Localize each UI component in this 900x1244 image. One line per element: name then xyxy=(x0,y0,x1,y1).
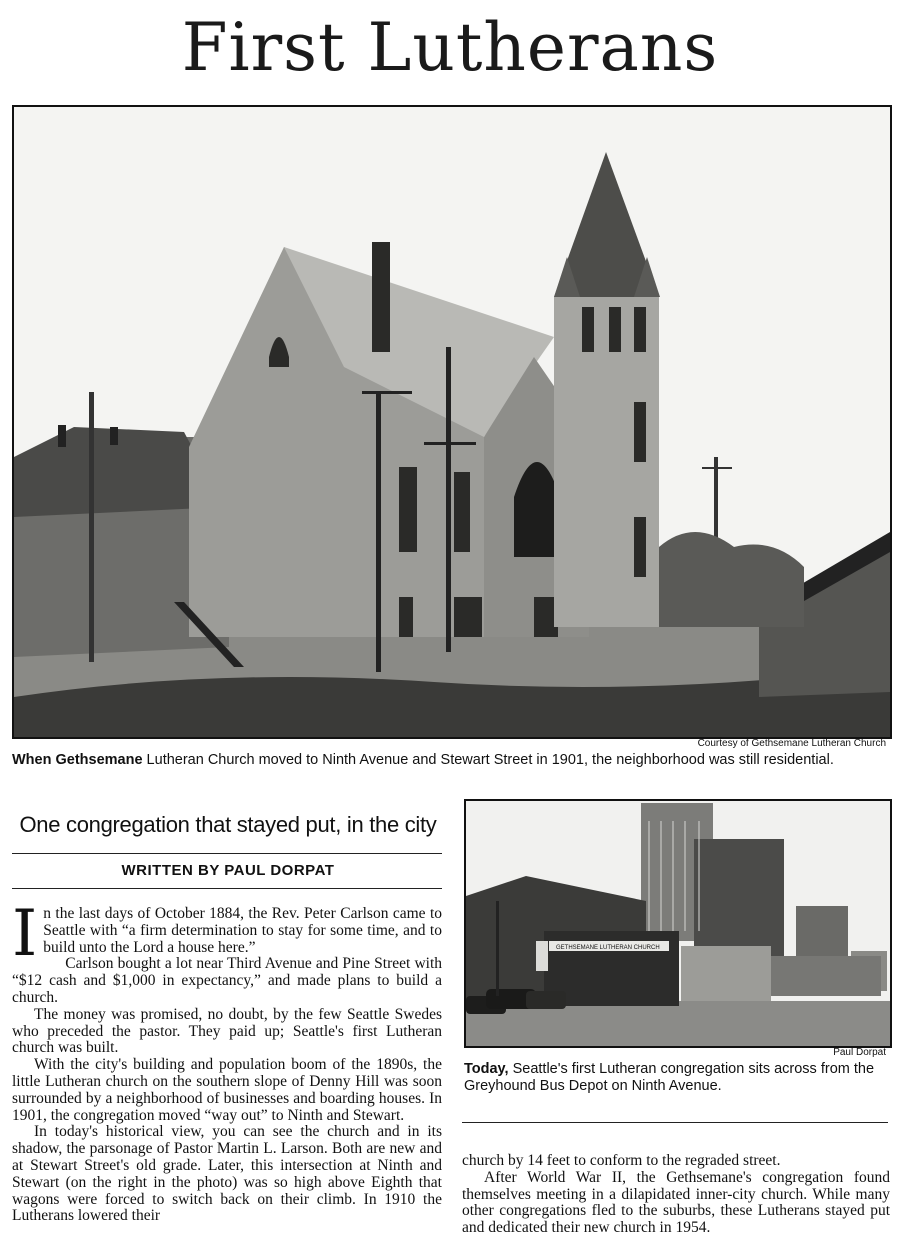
article-subhead: One congregation that stayed put, in the city xyxy=(19,812,437,837)
drop-cap: I xyxy=(12,897,38,971)
byline: WRITTEN BY PAUL DORPAT xyxy=(121,862,335,879)
modern-caption-text: Seattle's first Lutheran congregation sits across from the Greyhound Bus Depot on Ninth Avenue. xyxy=(464,1061,875,1094)
historic-caption-text: Lutheran Church moved to Ninth Avenue and Stewart Street in 1901, the neighborhood was still residential. xyxy=(142,752,834,768)
modern-caption-lead: Today, xyxy=(464,1061,509,1077)
historic-photo-credit: Courtesy of Gethsemane Lutheran Church xyxy=(697,738,886,749)
article-paragraph: After World War II, the Gethsemane's congregation found themselves meeting in a dilapidated inner-city church. While many other congregations fled to the suburbs, these Lutherans stayed put and dedicated their new church in 1954. xyxy=(462,1168,890,1237)
article-paragraph: The money was promised, no doubt, by the few Seattle Swedes who preceded the pastor. They paid up; Seattle's first Lutheran church was built. xyxy=(12,1005,442,1057)
article-paragraph xyxy=(12,897,442,971)
paragraph-text: n the last days of October 1884, the Rev. Peter Carlson came to Seattle with “a firm determination to stay for some time, and to build unto the Lord a house here.” xyxy=(43,905,442,956)
article-paragraph: In today's historical view, you can see the church and in its shadow, the parsonage of Pastor Martin L. Larson. Both are new and at Stewart Street's old grade. Later, this intersection at Ninth and Stewart (on the right in the photo) was so high above Eighth that wagons were forced to switch back on their climb. In 1910 the Lutherans lowered their xyxy=(12,1123,442,1225)
divider xyxy=(462,1122,888,1123)
modern-photo-credit: Paul Dorpat xyxy=(833,1047,886,1058)
article-paragraph: Carlson bought a lot near Third Avenue and Pine Street with “$12 cash and $1,000 in expectancy,” and made plans to build a church. xyxy=(12,955,442,1006)
headline: First Lutherans xyxy=(181,9,719,86)
article-column-right xyxy=(462,1153,890,1237)
modern-church-photo xyxy=(464,799,892,1048)
historic-church-photo xyxy=(12,105,892,739)
article-column-left xyxy=(12,897,442,1225)
modern-photo-caption xyxy=(464,1061,890,1095)
divider xyxy=(12,853,442,854)
divider xyxy=(12,888,442,889)
historic-photo-caption xyxy=(12,752,892,769)
church-sign: GETHSEMANE LUTHERAN CHURCH xyxy=(556,945,660,951)
article-paragraph: church by 14 feet to conform to the regraded street. xyxy=(462,1152,781,1169)
historic-caption-lead: When Gethsemane xyxy=(12,752,143,768)
article-paragraph: With the city's building and population boom of the 1890s, the little Lutheran church on the southern slope of Denny Hill was soon surrounded by a neighborhood of businesses and boarding houses. In 1901, the congregation moved “way out” to Ninth and Stewart. xyxy=(12,1056,442,1124)
